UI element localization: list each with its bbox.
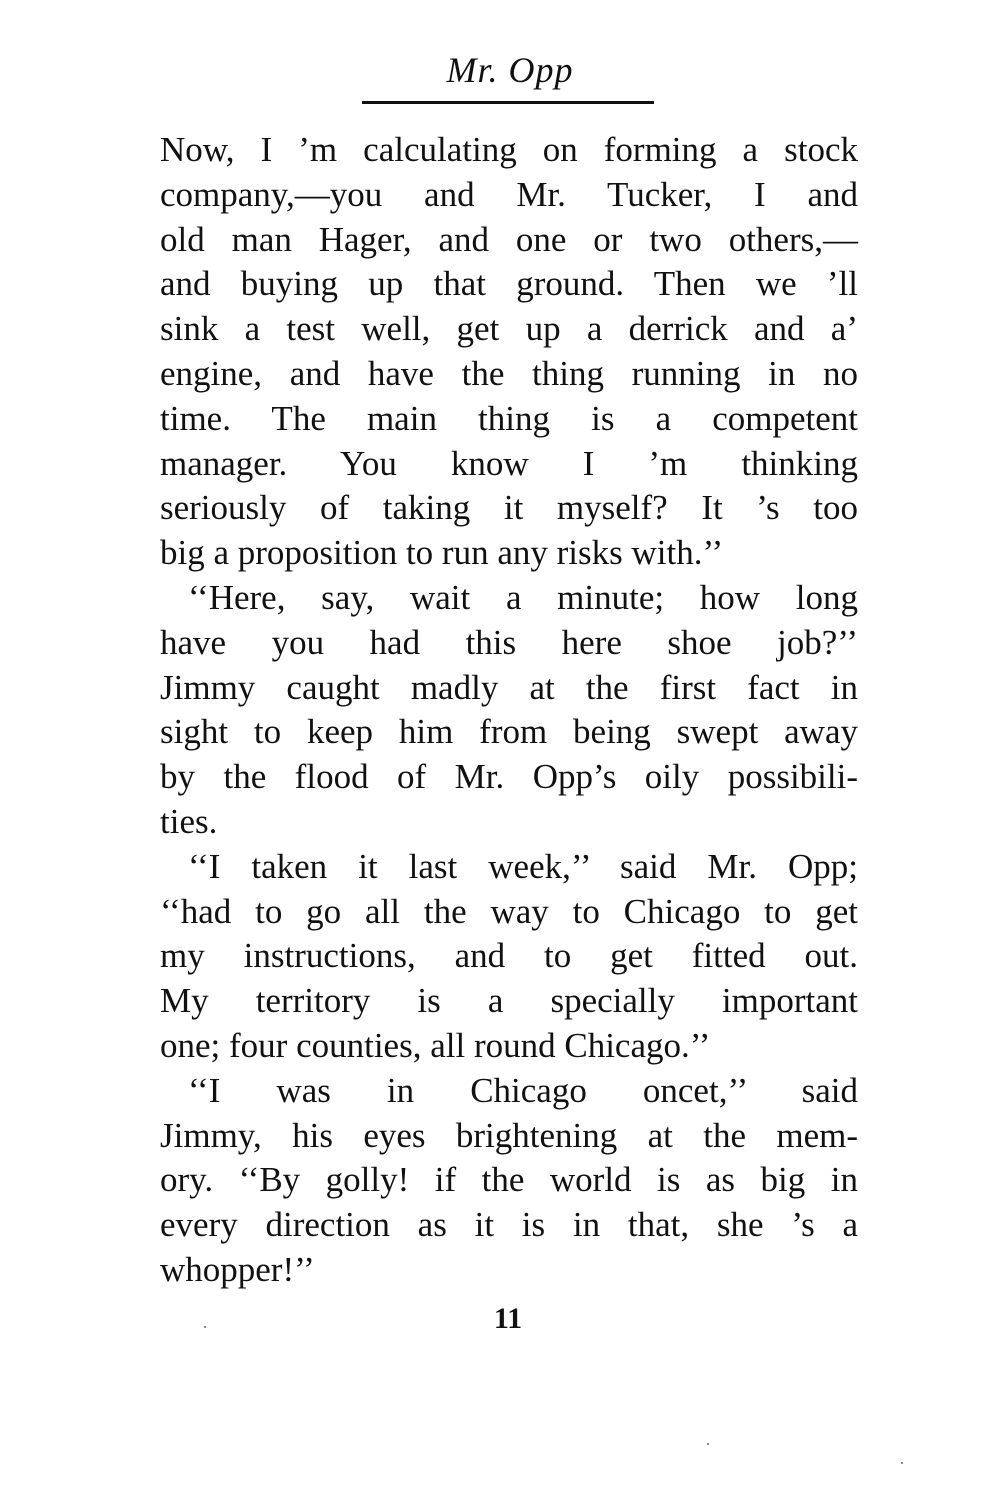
- text-line: ‘‘had to go all the way to Chicago to get: [160, 891, 858, 931]
- text-line: sink a test well, get up a derrick and a’: [160, 309, 858, 349]
- text-line: company,—you and Mr. Tucker, I and: [160, 174, 858, 214]
- text-line: Jimmy, his eyes brightening at the mem-: [160, 1115, 858, 1155]
- text-line: sight to keep him from being swept away: [160, 712, 858, 752]
- text-line: one; four counties, all round Chicago.’’: [160, 1025, 711, 1065]
- text-line: manager. You know I ’m thinking: [160, 443, 858, 483]
- text-line: engine, and have the thing running in no: [160, 353, 858, 393]
- text-line: my instructions, and to get fitted out.: [160, 936, 858, 976]
- text-line: and buying up that ground. Then we ’ll: [160, 264, 858, 304]
- scan-speck: [901, 1462, 903, 1464]
- header-rule: [362, 101, 654, 104]
- body-text: [160, 128, 858, 1293]
- page-number: 11: [493, 1302, 523, 1335]
- text-line: have you had this here shoe job?’’: [160, 622, 858, 662]
- text-line: by the flood of Mr. Opp’s oily possibili-: [160, 757, 858, 797]
- text-line: ory. ‘‘By golly! if the world is as big in: [160, 1160, 858, 1200]
- text-line: whopper!’’: [160, 1249, 315, 1289]
- text-line: seriously of taking it myself? It ’s too: [160, 488, 858, 528]
- text-line: ‘‘I taken it last week,’’ said Mr. Opp;: [188, 846, 858, 886]
- text-line: ‘‘I was in Chicago oncet,’’ said: [188, 1070, 858, 1110]
- text-line: every direction as it is in that, she ’s a: [160, 1205, 858, 1245]
- text-line: Now, I ’m calculating on forming a stock: [160, 130, 858, 169]
- text-line: old man Hager, and one or two others,—: [160, 219, 858, 259]
- text-line: Jimmy caught madly at the first fact in: [160, 667, 858, 707]
- text-line: time. The main thing is a competent: [160, 398, 858, 438]
- text-line: ‘‘Here, say, wait a minute; how long: [188, 577, 858, 617]
- text-line: My territory is a specially important: [160, 981, 858, 1021]
- running-title: Mr. Opp: [446, 50, 574, 90]
- text-line: ties.: [160, 801, 218, 841]
- scan-speck: [204, 1326, 206, 1328]
- scan-speck: [707, 1443, 709, 1445]
- text-line: big a proposition to run any risks with.’’: [160, 533, 724, 573]
